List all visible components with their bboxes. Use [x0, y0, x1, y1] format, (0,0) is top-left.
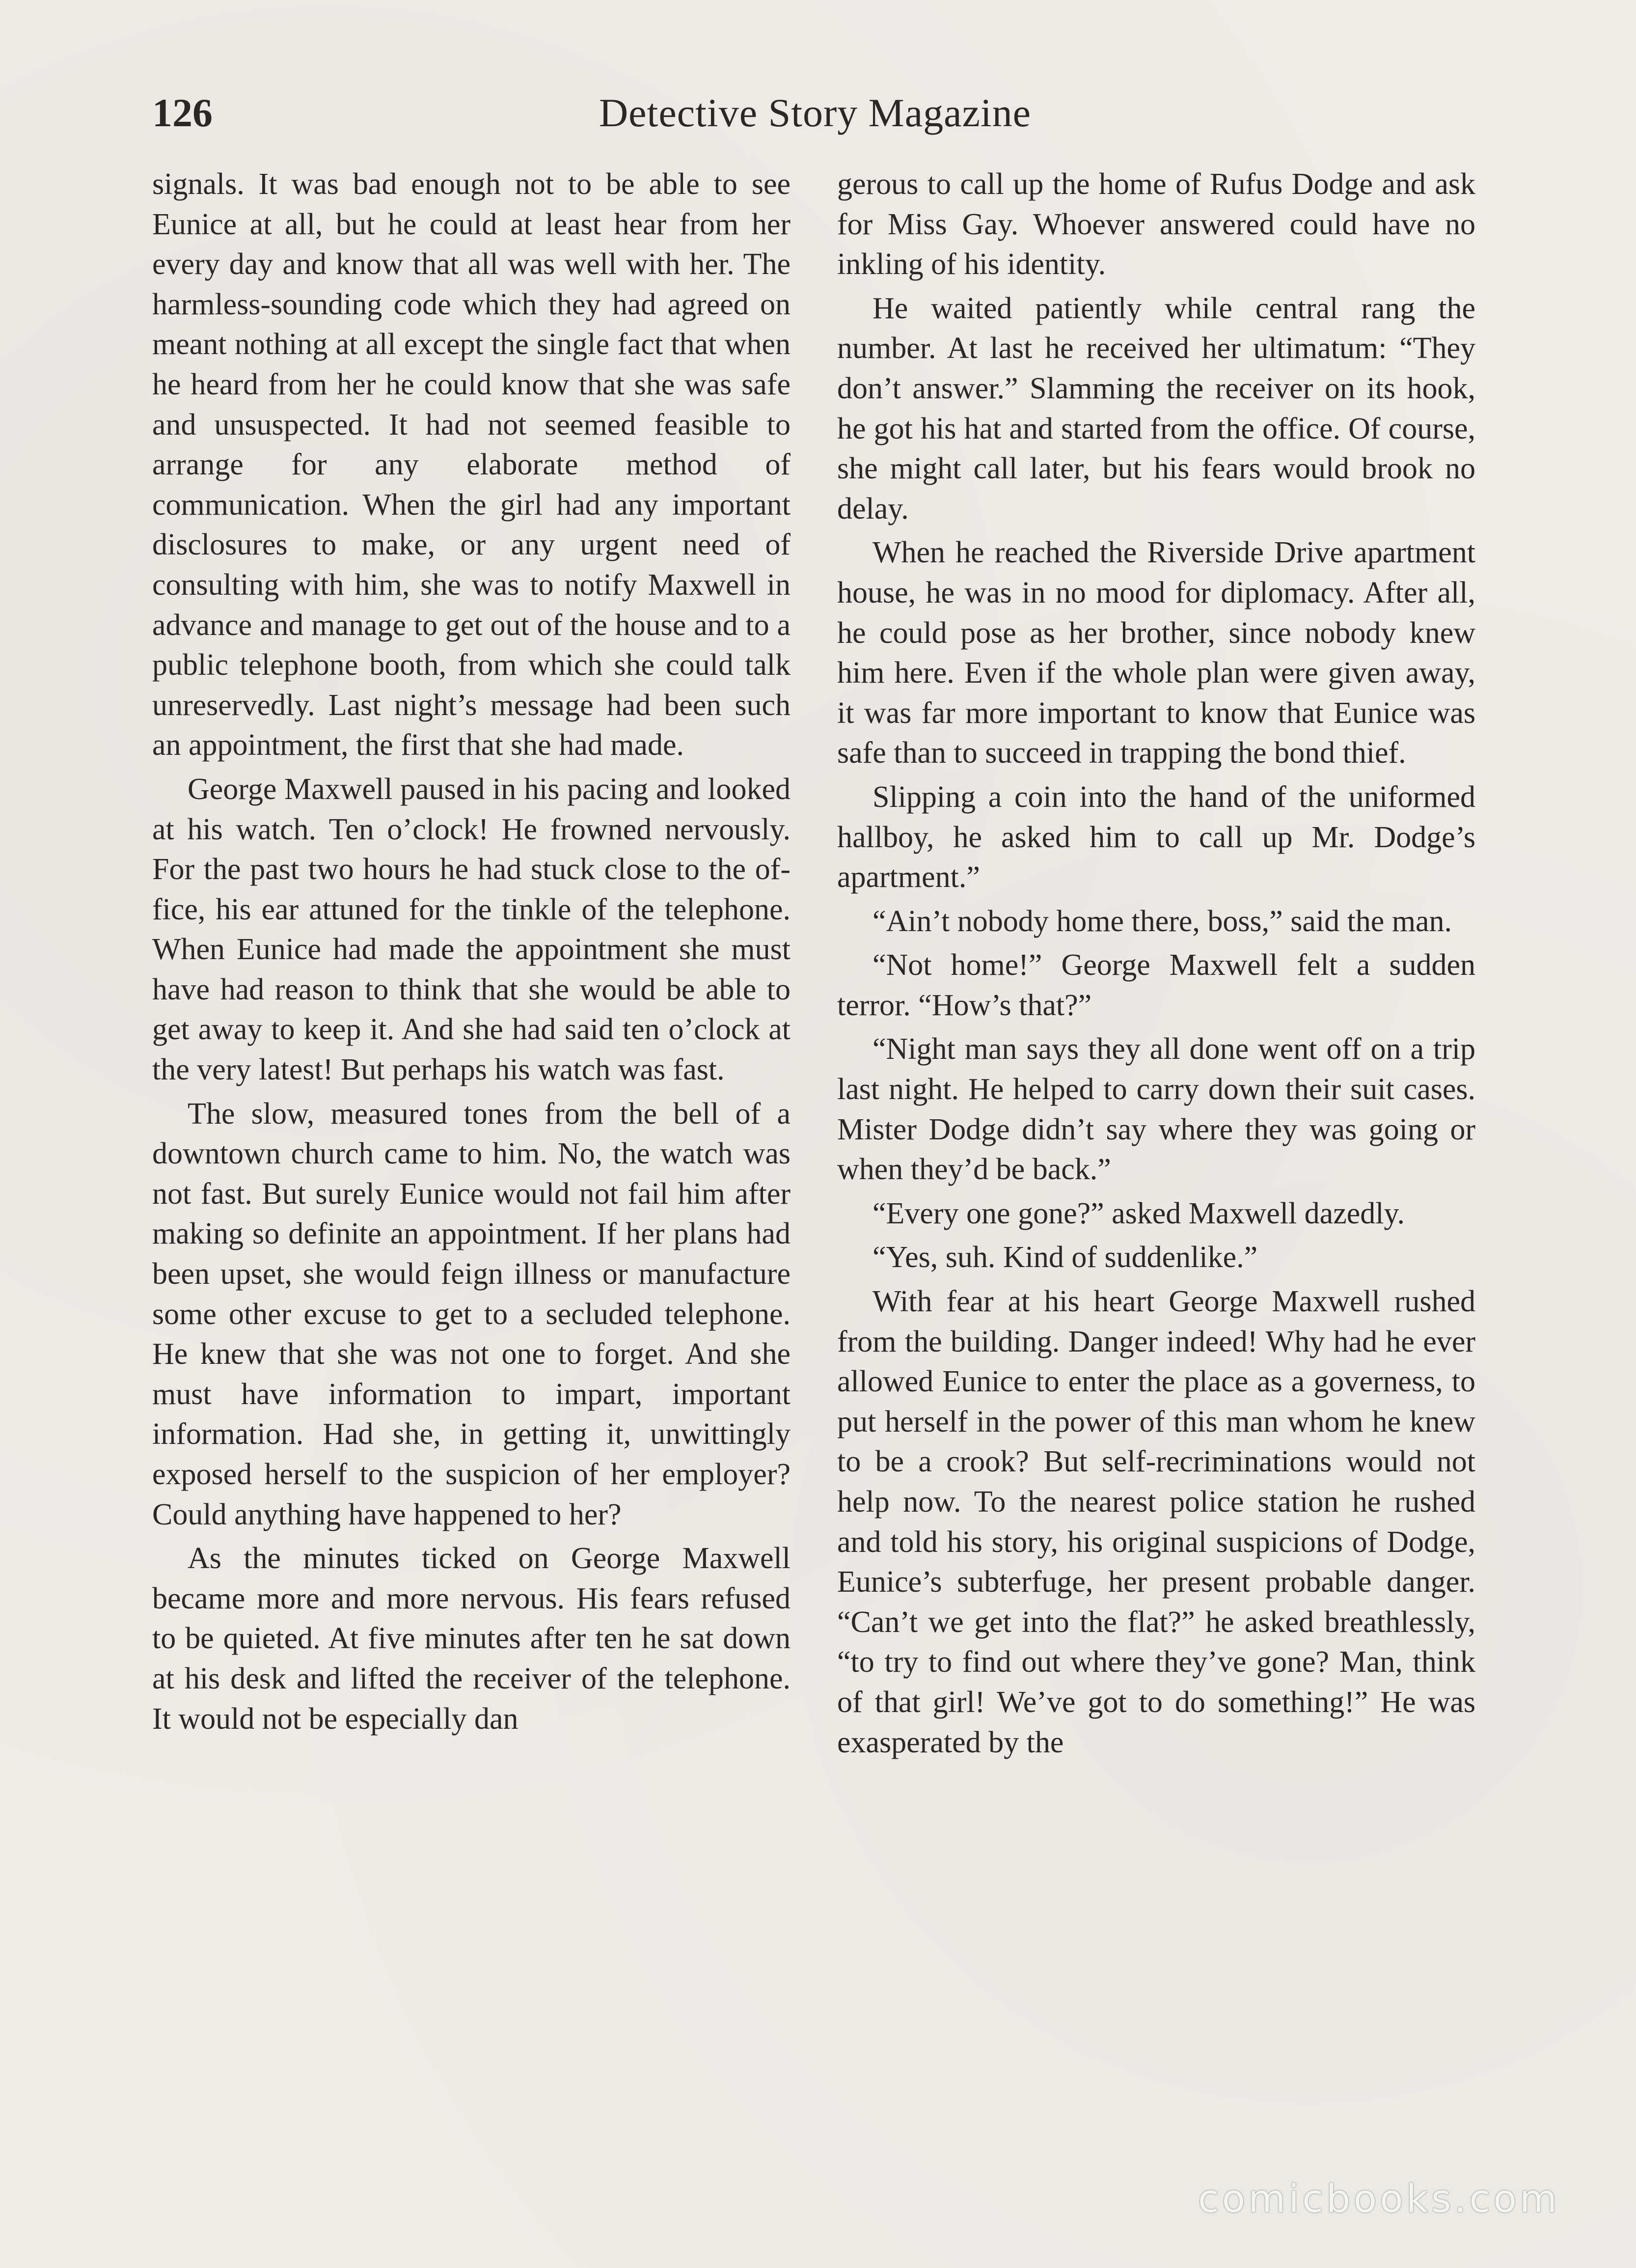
paragraph: As the minutes ticked on George Maxwell became more and more nervous. His fears refused to be quieted. At five minutes after ten he sat down at his desk and lifted the receiver of the telephone. It would not be especially dan: [152, 1542, 791, 1736]
paragraph: “Ain’t nobody home there, boss,” said the man.: [873, 904, 1452, 938]
paragraph: “Not home!” George Maxwell felt a sudden terror. “How’s that?”: [837, 948, 1475, 1022]
paragraph: “Night man says they all done went off on a trip last night. He helped to carry down their suit cases. Mister Dodge didn’t say where they was going or when they’d be back.”: [837, 1032, 1475, 1187]
paragraph: “Yes, suh. Kind of suddenlike.”: [873, 1241, 1258, 1274]
right-column: [837, 165, 1475, 1767]
page-header: [152, 83, 1478, 142]
paragraph: With fear at his heart George Maxwell rushed from the building. Danger indeed! Why had he ever allowed Eunice to enter the place as a governess, to put herself in the power of this man whom he knew to be a crook? But self-recriminations would not help now. To the nearest police station he rushed and told his story, his original suspicions of Dodge, Eunice’s subterfuge, her present probable danger. “Can’t we get into the flat?” he asked breathlessly, “to try to find out where they’ve gone? Man, think of that girl! We’ve got to do something!” He was exasperated by the: [837, 1285, 1475, 1759]
paragraph: “Every one gone?” asked Maxwell dazedly.: [873, 1196, 1405, 1230]
paragraph: signals. It was bad enough not to be able to see Eunice at all, but he could at least hear from her every day and know that all was well with her. The harmless-sounding code which they had agreed on meant nothing at all except the single fact that when he heard from her he could know that she was safe and unsuspected. It had not seemed feasible to arrange for any elaborate method of communication. When the girl had any important disclosures to make, or any urgent need of consulting with him, she was to notify Maxwell in advance and manage to get out of the house and to a public telephone booth, from which she could talk unreservedly. Last night’s message had been such an appointment, the first that she had made.: [152, 167, 791, 762]
paragraph: Slipping a coin into the hand of the uniformed hallboy, he asked him to call up Mr. Dodge’s apartment.”: [837, 780, 1475, 894]
page-number: 126: [152, 90, 213, 135]
watermark: comicbooks.com: [1198, 2177, 1560, 2221]
page-title: Detective Story Magazine: [599, 90, 1032, 135]
left-column: [152, 165, 791, 1743]
paragraph: George Maxwell paused in his pacing and looked at his watch. Ten o’clock! He frowned nervously. For the past two hours he had stuck close to the office, his ear attuned for the tinkle of the telephone. When Eunice had made the appointment she must have had reason to think that she would be able to get away to keep it. And she had said ten o’clock at the very latest! But perhaps his watch was fast.: [152, 772, 791, 1087]
paragraph: The slow, measured tones from the bell of a downtown church came to him. No, the watch was not fast. But surely Eunice would not fail him after making so definite an appointment. If her plans had been upset, she would feign illness or manufacture some other excuse to get to a secluded telephone. He knew that she was not one to forget. And she must have information to impart, important information. Had she, in getting it, unwittingly exposed herself to the suspicion of her employer? Could anything have happened to her?: [152, 1097, 791, 1531]
paragraph: He waited patiently while central rang the number. At last he received her ultimatum: “They don’t answer.” Slamming the receiver on its hook, he got his hat and started from the office. Of course, she might call later, but his fears would brook no delay.: [837, 291, 1475, 526]
paragraph: gerous to call up the home of Rufus Dodge and ask for Miss Gay. Whoever answered could have no inkling of his identity.: [837, 167, 1475, 281]
paragraph: When he reached the Riverside Drive apartment house, he was in no mood for diplomacy. After all, he could pose as her brother, since nobody knew him here. Even if the whole plan were given away, it was far more important to know that Eunice was safe than to succeed in trapping the bond thief.: [837, 536, 1475, 770]
